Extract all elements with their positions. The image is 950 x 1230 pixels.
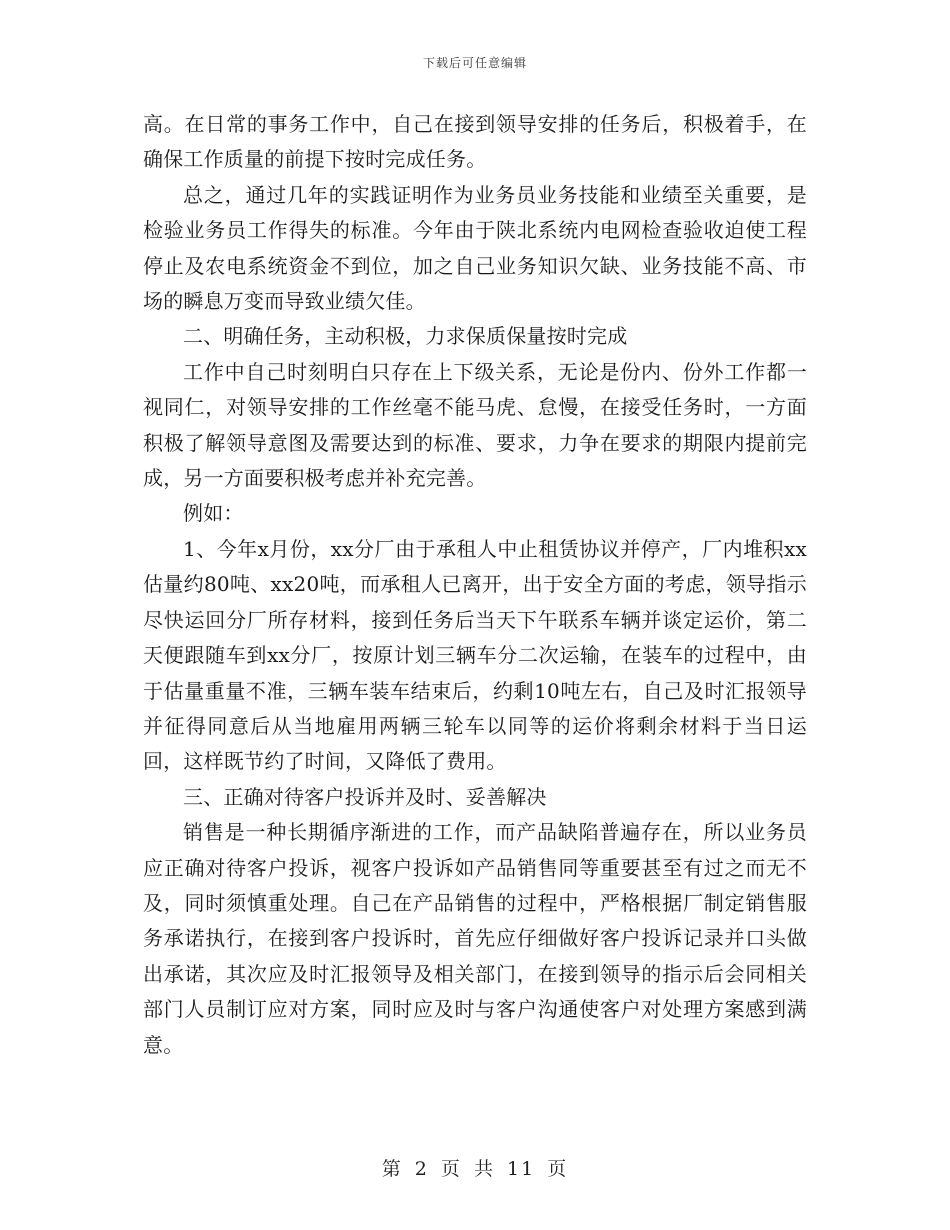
paragraph-3: 工作中自己时刻明白只存在上下级关系，无论是份内、份外工作都一视同仁，对领导安排的工作丝毫不能马虎、怠慢，在接受任务时，一方面积极了解领导意图及需要达到的标准、要求，力争在要求的期限内提前完成，另一方面要积极考虑并补充完善。 [143,359,807,491]
paragraph-2: 总之，通过几年的实践证明作为业务员业务技能和业绩至关重要，是检验业务员工作得失的标准。今年由于陕北系统内电网检查验收迫使工程停止及农电系统资金不到位，加之自己业务知识欠缺、业务技能不高、市场的瞬息万变而导致业绩欠佳。 [143,182,807,314]
section-heading-2: 二、明确任务，主动积极，力求保质保量按时完成 [183,324,628,349]
page-number: 第 2 页 共 11 页 [381,1158,569,1180]
header-note: 下载后可任意编辑 [422,56,527,70]
paragraph-example-label: 例如： [183,501,244,526]
document-body [143,107,807,1063]
paragraph-example-1: 1、今年x月份，xx分厂由于承租人中止租赁协议并停产，厂内堆积xx估量约80吨、xx20吨，而承租人已离开，出于安全方面的考虑，领导指示尽快运回分厂所存材料，接到任务后当天下午联系车辆并谈定运价，第二天便跟随车到xx分厂，按原计划三辆车分二次运输，在装车的过程中，由于估量重量不准，三辆车装车结束后，约剩10吨左右，自己及时汇报领导并征得同意后从当地雇用两辆三轮车以同等的运价将剩余材料于当日运回，这样既节约了时间，又降低了费用。 [143,536,807,774]
section-heading-3: 三、正确对待客户投诉并及时、妥善解决 [183,784,547,809]
paragraph-4: 销售是一种长期循序渐进的工作，而产品缺陷普遍存在，所以业务员应正确对待客户投诉，视客户投诉如产品销售同等重要甚至有过之而无不及，同时须慎重处理。自己在产品销售的过程中，严格根据厂制定销售服务承诺执行，在接到客户投诉时，首先应仔细做好客户投诉记录并口头做出承诺，其次应及时汇报领导及相关部门，在接到领导的指示后会同相关部门人员制订应对方案，同时应及时与客户沟通使客户对处理方案感到满意。 [143,820,807,1057]
paragraph-1: 高。在日常的事务工作中，自己在接到领导安排的任务后，积极着手，在确保工作质量的前提下按时完成任务。 [143,112,807,172]
